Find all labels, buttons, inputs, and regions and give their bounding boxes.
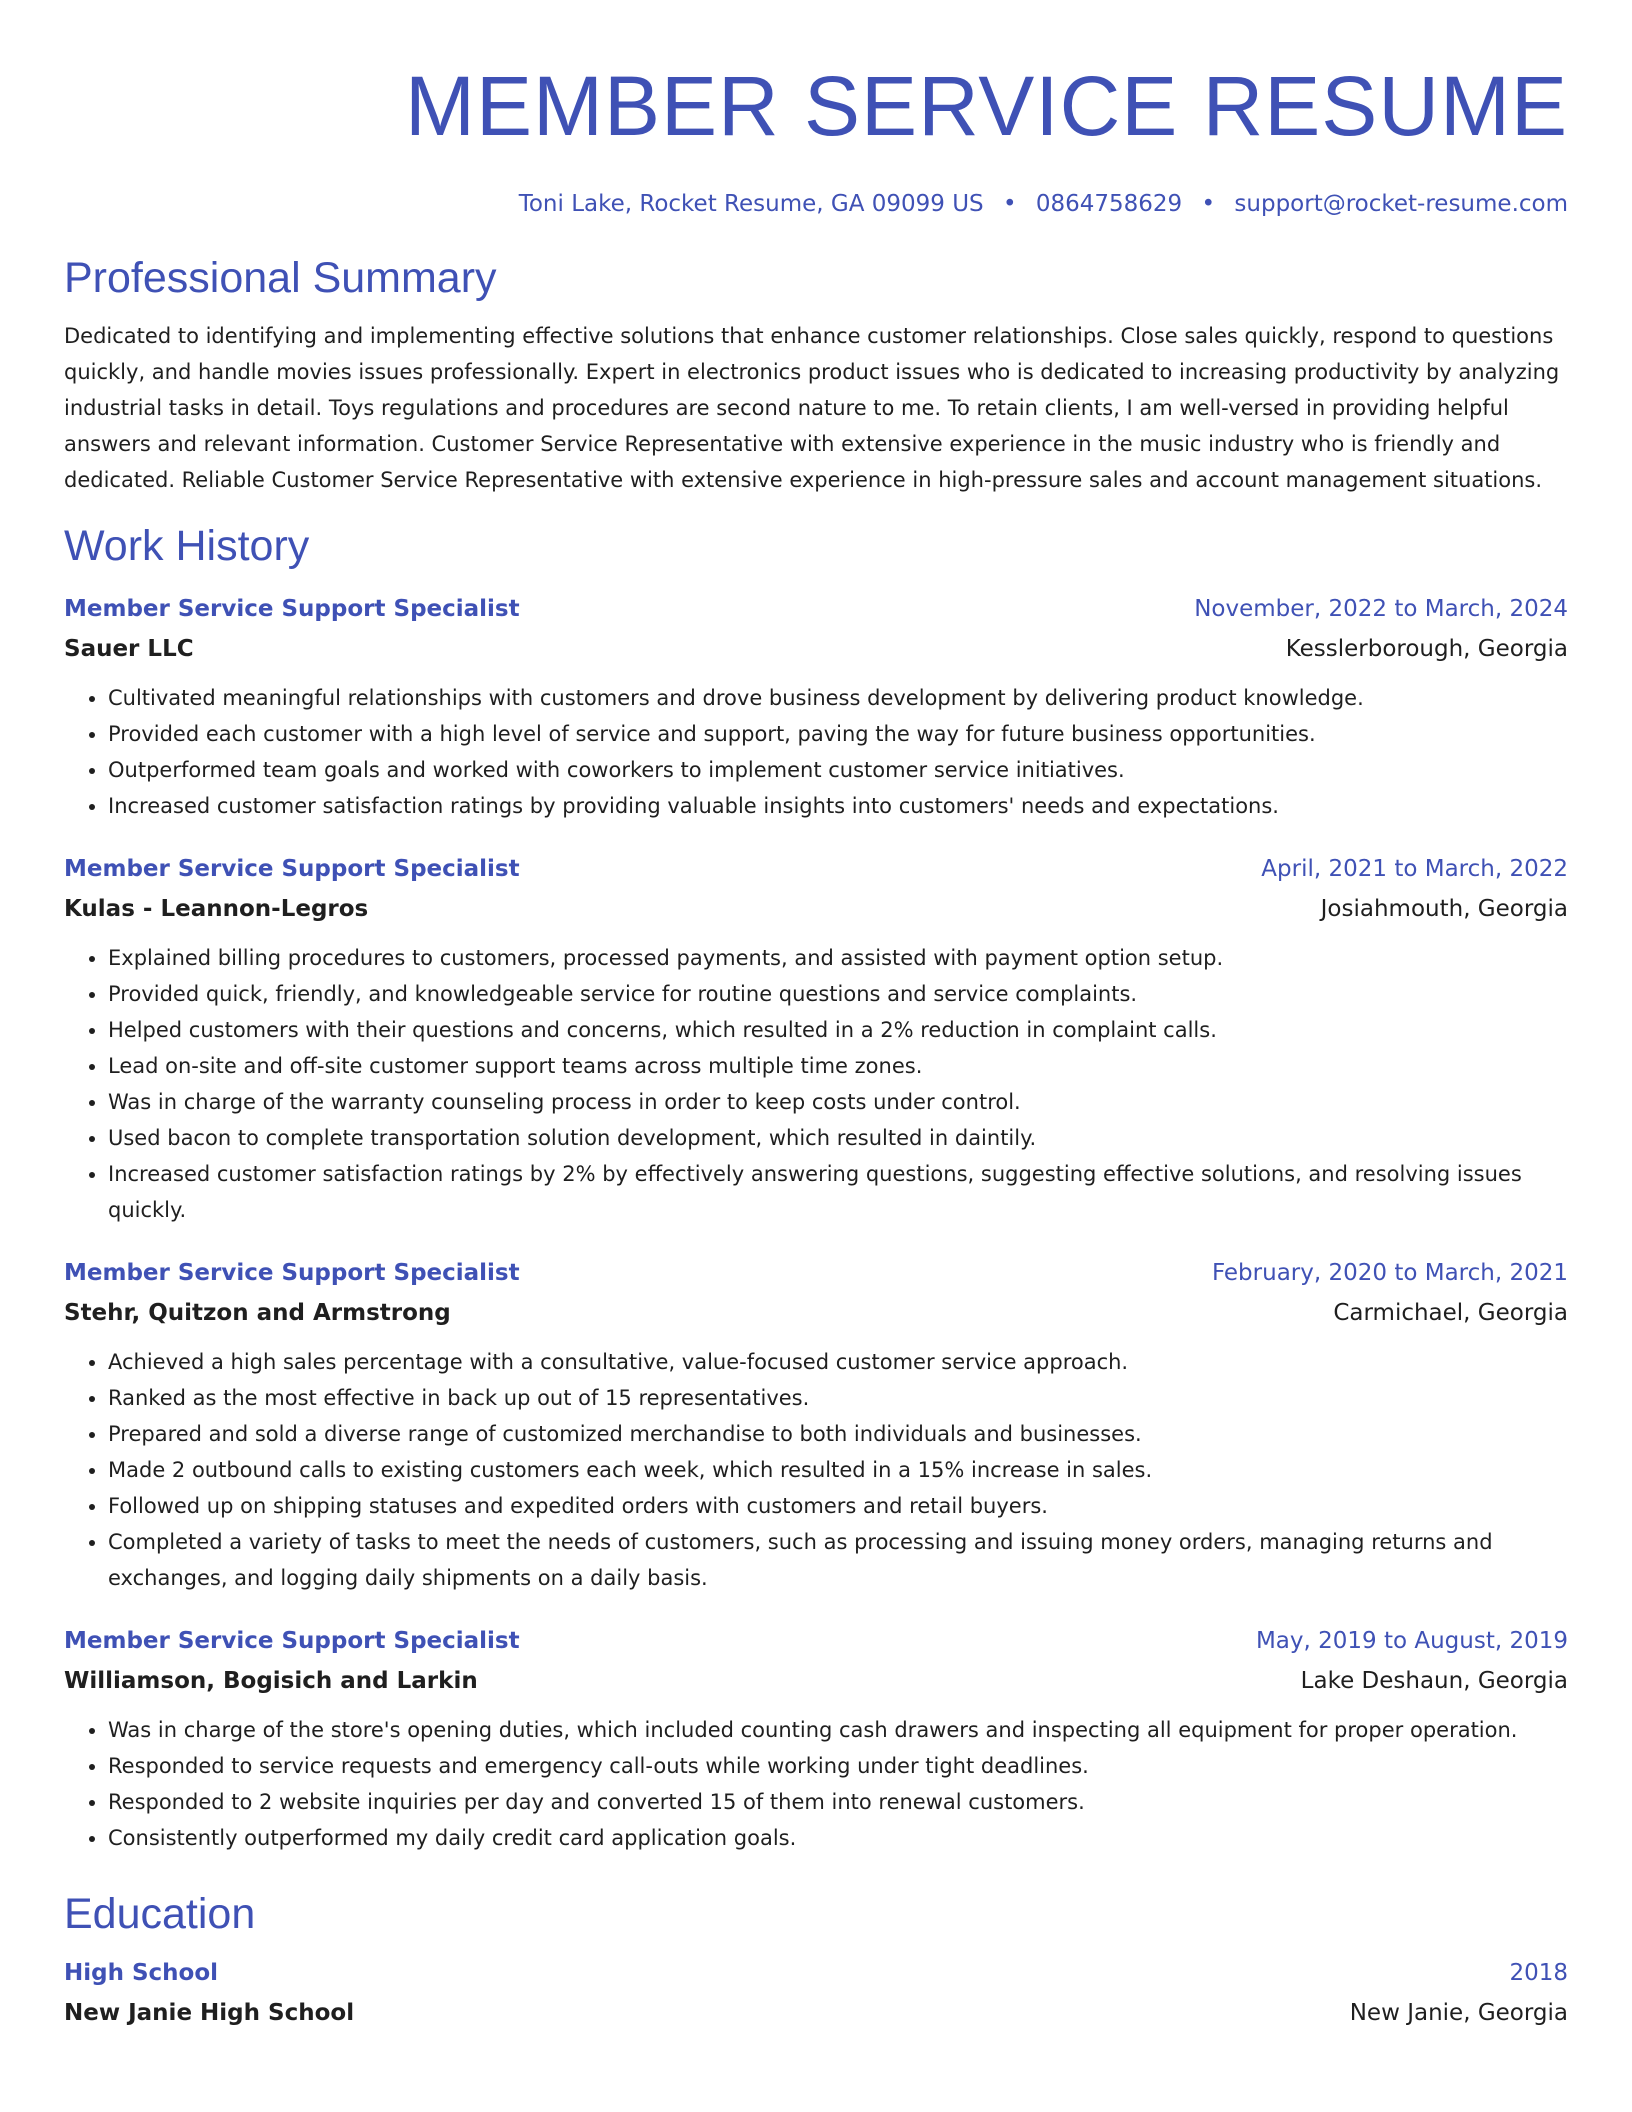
education-header-row xyxy=(64,1956,1568,1990)
job-title: Member Service Support Specialist xyxy=(64,596,520,622)
job-dates: May, 2019 to August, 2019 xyxy=(1255,1628,1568,1654)
job-header-row xyxy=(64,1624,1568,1658)
job-dates: February, 2020 to March, 2021 xyxy=(1211,1260,1568,1286)
education-location: New Janie, Georgia xyxy=(1349,2000,1568,2026)
job-bullet: • Outperformed team goals and worked with coworkers to implement customer service initiatives. xyxy=(108,752,1568,788)
job-dates: November, 2022 to March, 2024 xyxy=(1194,596,1568,622)
job-bullet: • Helped customers with their questions and concerns, which resulted in a 2% reduction in complaint calls. xyxy=(108,1012,1568,1048)
job-bullets xyxy=(64,680,1568,824)
job-bullets xyxy=(64,1712,1568,1856)
education-entry xyxy=(64,1956,1568,2030)
job-bullet: • Lead on-site and off-site customer support teams across multiple time zones. xyxy=(108,1048,1568,1084)
section-heading-work-history: Work History xyxy=(64,522,310,570)
job-bullet: • Completed a variety of tasks to meet the needs of customers, such as processing and issuing money orders, managing returns and exchanges, and logging daily shipments on a daily basis. xyxy=(108,1524,1568,1596)
job-company: Sauer LLC xyxy=(64,636,194,662)
education-school: New Janie High School xyxy=(64,2000,355,2026)
contact-phone: 0864758629 xyxy=(1035,191,1183,217)
job-bullet: • Ranked as the most effective in back up out of 15 representatives. xyxy=(108,1380,1568,1416)
job-bullet: • Prepared and sold a diverse range of customized merchandise to both individuals and businesses. xyxy=(108,1416,1568,1452)
job-company: Williamson, Bogisich and Larkin xyxy=(64,1668,478,1694)
contact-email: support@rocket-resume.com xyxy=(1234,191,1568,217)
job-company-row xyxy=(64,1658,1568,1698)
contact-address: Toni Lake, Rocket Resume, GA 09099 US xyxy=(518,191,984,217)
job-bullet: • Provided quick, friendly, and knowledgeable service for routine questions and service complaints. xyxy=(108,976,1568,1012)
section-heading-summary: Professional Summary xyxy=(64,254,497,302)
job-bullet: • Made 2 outbound calls to existing customers each week, which resulted in a 15% increase in sales. xyxy=(108,1452,1568,1488)
job-bullet: • Provided each customer with a high level of service and support, paving the way for future business opportunities. xyxy=(108,716,1568,752)
job-header-row xyxy=(64,852,1568,886)
job-company: Stehr, Quitzon and Armstrong xyxy=(64,1300,451,1326)
job-entry xyxy=(64,852,1568,1228)
job-bullet: • Cultivated meaningful relationships with customers and drove business development by delivering product knowledge. xyxy=(108,680,1568,716)
education-school-row xyxy=(64,1990,1568,2030)
job-header-row xyxy=(64,1256,1568,1290)
job-bullet: • Increased customer satisfaction ratings by 2% by effectively answering questions, suggesting effective solutions, and resolving issues quickly. xyxy=(108,1156,1568,1228)
job-company-row xyxy=(64,626,1568,666)
resume-title: MEMBER SERVICE RESUME xyxy=(405,59,1568,153)
job-bullets xyxy=(64,940,1568,1228)
job-bullet: • Increased customer satisfaction ratings by providing valuable insights into customers' needs and expectations. xyxy=(108,788,1568,824)
job-bullet: • Used bacon to complete transportation solution development, which resulted in daintily. xyxy=(108,1120,1568,1156)
job-bullet: • Consistently outperformed my daily credit card application goals. xyxy=(108,1820,1568,1856)
contact-separator: • xyxy=(1002,191,1017,217)
job-entry xyxy=(64,592,1568,824)
job-location: Kesslerborough, Georgia xyxy=(1285,636,1568,662)
job-bullet: • Achieved a high sales percentage with a consultative, value-focused customer service approach. xyxy=(108,1344,1568,1380)
job-title: Member Service Support Specialist xyxy=(64,1628,520,1654)
job-bullet: • Was in charge of the warranty counseling process in order to keep costs under control. xyxy=(108,1084,1568,1120)
section-heading-education: Education xyxy=(64,1890,256,1938)
job-location: Josiahmouth, Georgia xyxy=(1320,896,1568,922)
job-location: Carmichael, Georgia xyxy=(1333,1300,1568,1326)
summary-section xyxy=(64,250,1568,498)
education-degree: High School xyxy=(64,1960,219,1986)
job-company-row xyxy=(64,886,1568,926)
job-title: Member Service Support Specialist xyxy=(64,856,520,882)
resume-header xyxy=(64,56,1568,220)
work-history-section xyxy=(64,518,1568,1856)
education-section xyxy=(64,1886,1568,2030)
contact-separator: • xyxy=(1201,191,1216,217)
job-header-row xyxy=(64,592,1568,626)
job-company: Kulas - Leannon-Legros xyxy=(64,896,369,922)
job-company-row xyxy=(64,1290,1568,1330)
job-bullets xyxy=(64,1344,1568,1596)
summary-text: Dedicated to identifying and implementing effective solutions that enhance customer relationships. Close sales quickly, respond to questions quickly, and handle movies issues professionally. Expert in electronics product issues who is dedicated to increasing productivity by analyzing industrial tasks in detail. Toys regulations and procedures are second nature to me. To retain clients, I am well-versed in providing helpful answers and relevant information. Customer Service Representative with extensive experience in the music industry who is friendly and dedicated. Reliable Customer Service Representative with extensive experience in high-pressure sales and account management situations. xyxy=(64,324,1560,492)
job-bullet: • Responded to 2 website inquiries per day and converted 15 of them into renewal customers. xyxy=(108,1784,1568,1820)
contact-line xyxy=(64,188,1568,220)
job-bullet: • Responded to service requests and emergency call-outs while working under tight deadlines. xyxy=(108,1748,1568,1784)
job-bullet: • Explained billing procedures to customers, processed payments, and assisted with payment option setup. xyxy=(108,940,1568,976)
job-entry xyxy=(64,1624,1568,1856)
education-year: 2018 xyxy=(1509,1960,1568,1986)
job-entry xyxy=(64,1256,1568,1596)
job-bullet: • Was in charge of the store's opening duties, which included counting cash drawers and inspecting all equipment for proper operation. xyxy=(108,1712,1568,1748)
job-title: Member Service Support Specialist xyxy=(64,1260,520,1286)
job-dates: April, 2021 to March, 2022 xyxy=(1261,856,1568,882)
job-bullet: • Followed up on shipping statuses and expedited orders with customers and retail buyers. xyxy=(108,1488,1568,1524)
job-location: Lake Deshaun, Georgia xyxy=(1300,1668,1568,1694)
